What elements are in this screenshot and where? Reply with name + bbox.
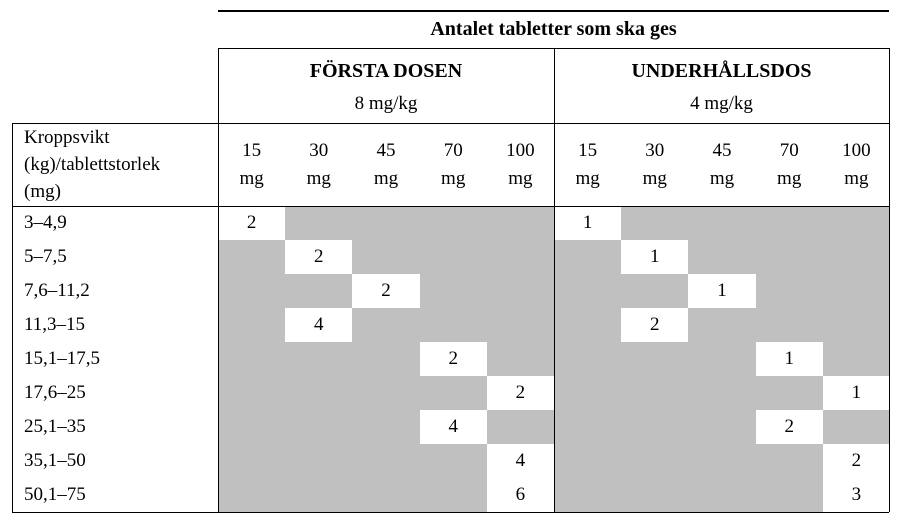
shaded-cell xyxy=(420,444,487,478)
tablet-count-cell: 4 xyxy=(314,314,324,335)
shaded-cell xyxy=(621,274,688,308)
shaded-cell xyxy=(688,444,755,478)
shaded-cell xyxy=(352,240,419,274)
tablet-size-header xyxy=(352,137,419,193)
shaded-cell xyxy=(218,478,285,512)
shaded-cell xyxy=(823,274,890,308)
shaded-cell xyxy=(823,342,890,376)
shaded-cell xyxy=(688,206,755,240)
shaded-cell xyxy=(487,240,554,274)
tablet-size-unit: mg xyxy=(777,168,802,189)
shaded-cell xyxy=(352,410,419,444)
left-border xyxy=(12,123,13,512)
tablet-size-header xyxy=(487,137,554,193)
tablet-size-unit: mg xyxy=(575,168,600,189)
tablet-count-cell: 2 xyxy=(515,382,526,403)
shaded-cell xyxy=(218,308,285,342)
shaded-cell xyxy=(218,444,285,478)
row-header-line-1: Kroppsvikt xyxy=(24,127,110,148)
shaded-cell xyxy=(688,308,755,342)
tablet-size-header xyxy=(688,137,755,193)
tablet-size-amount: 15 xyxy=(242,140,262,161)
tablet-size-header xyxy=(621,137,688,193)
tablet-count-cell: 1 xyxy=(851,382,862,403)
tablet-size-unit: mg xyxy=(709,168,735,189)
tablet-size-unit: mg xyxy=(239,168,264,189)
tablet-count-cell: 6 xyxy=(515,484,526,505)
tablet-count-cell: 1 xyxy=(650,246,660,267)
tablet-size-header xyxy=(823,137,890,193)
tablet-size-amount: 70 xyxy=(779,140,799,161)
tablet-size-amount: 15 xyxy=(578,140,598,161)
shaded-cell xyxy=(554,444,621,478)
tablet-size-amount: 100 xyxy=(506,140,535,161)
shaded-cell xyxy=(218,376,285,410)
group-divider xyxy=(554,48,555,512)
shaded-cell xyxy=(285,410,352,444)
tablet-count-cell: 2 xyxy=(784,416,794,437)
tablet-size-header xyxy=(756,137,823,193)
tablet-count-cell: 2 xyxy=(314,246,324,267)
tablet-count-cell: 4 xyxy=(515,450,526,471)
shaded-cell xyxy=(688,478,755,512)
weight-range-label: 7,6–11,2 xyxy=(24,280,90,301)
group1-left-border xyxy=(218,48,219,512)
weight-range-label: 35,1–50 xyxy=(24,450,86,471)
weight-range-label: 25,1–35 xyxy=(24,416,86,437)
row-header-line-3: (mg) xyxy=(24,181,61,202)
right-border xyxy=(889,48,890,512)
shaded-cell xyxy=(621,410,688,444)
shaded-cell xyxy=(823,206,890,240)
size-header-bottom-rule xyxy=(12,206,889,207)
shaded-cell xyxy=(218,342,285,376)
shaded-cell xyxy=(621,376,688,410)
shaded-cell xyxy=(756,274,823,308)
shaded-cell xyxy=(554,274,621,308)
tablet-count-cell: 2 xyxy=(448,348,458,369)
shaded-cell xyxy=(756,376,823,410)
tablet-size-amount: 30 xyxy=(309,140,329,161)
weight-range-label: 15,1–17,5 xyxy=(24,348,100,369)
tablet-size-header xyxy=(218,137,285,193)
shaded-cell xyxy=(352,308,419,342)
shaded-cell xyxy=(285,376,352,410)
shaded-cell xyxy=(756,478,823,512)
shaded-cell xyxy=(554,342,621,376)
shaded-cell xyxy=(285,342,352,376)
maintenance-dose-title: UNDERHÅLLSDOS xyxy=(631,60,812,82)
shaded-cell xyxy=(352,342,419,376)
shaded-cell xyxy=(487,410,554,444)
tablet-size-amount: 45 xyxy=(376,140,396,161)
tablet-size-amount: 45 xyxy=(712,140,732,161)
tablet-size-unit: mg xyxy=(642,168,667,189)
shaded-cell xyxy=(823,240,890,274)
shaded-cell xyxy=(420,308,487,342)
shaded-cell xyxy=(420,478,487,512)
bottom-rule xyxy=(12,512,889,513)
tablet-count-cell: 2 xyxy=(851,450,862,471)
weight-range-label: 17,6–25 xyxy=(24,382,86,403)
tablet-size-amount: 70 xyxy=(443,140,463,161)
row-header-label xyxy=(24,124,160,205)
shaded-cell xyxy=(420,240,487,274)
maintenance-dose-amount: 4 mg/kg xyxy=(690,93,753,114)
tablet-size-amount: 30 xyxy=(645,140,665,161)
shaded-cell xyxy=(420,206,487,240)
shaded-cell xyxy=(621,444,688,478)
shaded-cell xyxy=(218,410,285,444)
tablet-size-header xyxy=(554,137,621,193)
tablet-size-unit: mg xyxy=(373,168,399,189)
shaded-cell xyxy=(688,376,755,410)
shaded-cell xyxy=(352,376,419,410)
shaded-cell xyxy=(756,240,823,274)
weight-range-label: 3–4,9 xyxy=(24,212,67,233)
shaded-cell xyxy=(823,410,890,444)
tablet-count-cell: 2 xyxy=(381,280,391,301)
shaded-cell xyxy=(554,410,621,444)
tablet-size-unit: mg xyxy=(844,168,869,189)
size-header-top-rule xyxy=(12,123,889,124)
shaded-cell xyxy=(756,206,823,240)
top-rule xyxy=(218,10,889,12)
tablet-count-cell: 1 xyxy=(582,212,593,233)
tablet-size-unit: mg xyxy=(306,168,331,189)
shaded-cell xyxy=(621,206,688,240)
shaded-cell xyxy=(621,478,688,512)
tablet-count-cell: 2 xyxy=(246,212,257,233)
weight-range-label: 50,1–75 xyxy=(24,484,86,505)
row-header-line-2: (kg)/tablettstorlek xyxy=(24,154,161,175)
shaded-cell xyxy=(554,308,621,342)
weight-range-label: 11,3–15 xyxy=(24,314,86,335)
tablet-size-header xyxy=(285,137,352,193)
tablet-count-cell: 1 xyxy=(784,348,794,369)
first-dose-amount: 8 mg/kg xyxy=(354,93,418,114)
shaded-cell xyxy=(285,444,352,478)
shaded-cell xyxy=(756,308,823,342)
shaded-cell xyxy=(688,240,755,274)
shaded-cell xyxy=(352,478,419,512)
shaded-cell xyxy=(285,274,352,308)
tablet-count-cell: 4 xyxy=(448,416,458,437)
tablet-size-unit: mg xyxy=(441,168,466,189)
shaded-cell xyxy=(621,342,688,376)
tablet-size-unit: mg xyxy=(508,168,533,189)
shaded-cell xyxy=(218,274,285,308)
shaded-cell xyxy=(487,308,554,342)
shaded-cell xyxy=(688,410,755,444)
shaded-cell xyxy=(487,342,554,376)
shaded-cell xyxy=(420,376,487,410)
shaded-cell xyxy=(420,274,487,308)
tablet-count-cell: 1 xyxy=(717,280,727,301)
shaded-cell xyxy=(487,274,554,308)
shaded-cell xyxy=(285,206,352,240)
shaded-cell xyxy=(554,376,621,410)
shaded-cell xyxy=(756,444,823,478)
weight-range-label: 5–7,5 xyxy=(24,246,67,267)
tablet-count-cell: 2 xyxy=(650,314,660,335)
shaded-cell xyxy=(554,478,621,512)
shaded-cell xyxy=(218,240,285,274)
shaded-cell xyxy=(688,342,755,376)
tablet-size-header xyxy=(420,137,487,193)
tablet-count-cell: 3 xyxy=(851,484,862,505)
tablet-size-amount: 100 xyxy=(842,140,871,161)
shaded-cell xyxy=(554,240,621,274)
shaded-cell xyxy=(487,206,554,240)
shaded-cell xyxy=(285,478,352,512)
shaded-cell xyxy=(352,206,419,240)
table-main-header: Antalet tabletter som ska ges xyxy=(430,18,677,40)
shaded-cell xyxy=(823,308,890,342)
shaded-cell xyxy=(352,444,419,478)
first-dose-title: FÖRSTA DOSEN xyxy=(309,60,463,82)
